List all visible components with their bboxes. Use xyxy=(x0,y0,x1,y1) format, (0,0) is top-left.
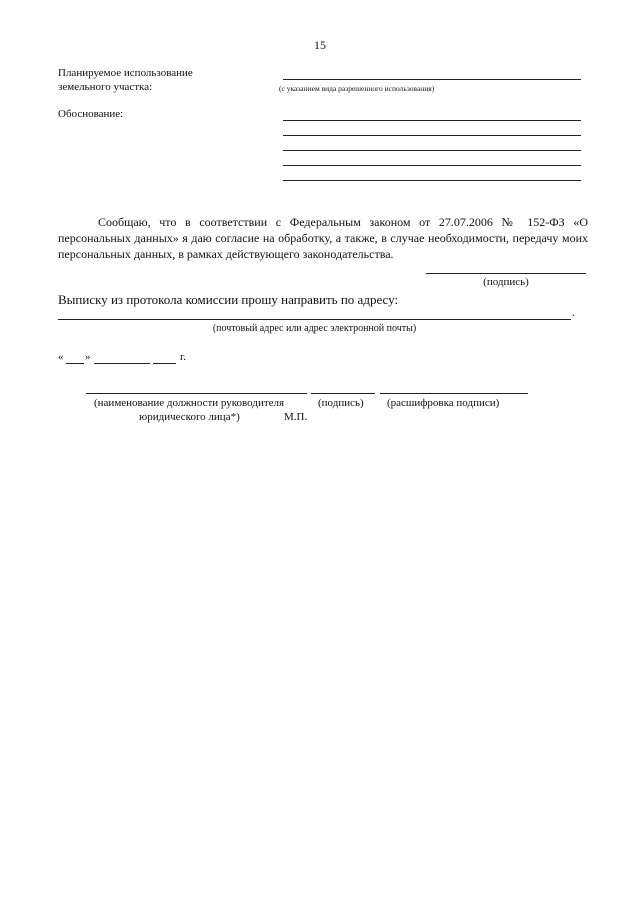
justification-line-4 xyxy=(283,165,581,166)
justification-label: Обоснование: xyxy=(58,108,124,120)
justification-line-5 xyxy=(283,180,581,181)
address-caption: (почтовый адрес или адрес электронной почты) xyxy=(212,323,417,334)
justification-line-1 xyxy=(283,120,581,121)
planned-use-field-line xyxy=(283,79,581,80)
applicant-signature-line xyxy=(426,273,586,274)
bottom-signature-line xyxy=(311,393,375,394)
planned-use-label-line1: Планируемое использование xyxy=(58,67,193,79)
justification-line-3 xyxy=(283,150,581,151)
date-year-suffix: г. xyxy=(180,351,187,363)
position-caption-line2: юридического лица*) xyxy=(139,411,240,423)
justification-line-2 xyxy=(283,135,581,136)
address-field-line xyxy=(58,319,571,320)
address-end-dot: . xyxy=(572,305,575,319)
stamp-label: М.П. xyxy=(284,411,308,423)
position-caption-line1: (наименование должности руководителя xyxy=(94,397,285,409)
date-open-quote: « xyxy=(58,351,64,363)
applicant-signature-caption: (подпись) xyxy=(483,276,529,288)
planned-use-caption: (с указанием вида разрешенного использования) xyxy=(279,84,435,93)
date-day-line xyxy=(66,363,84,364)
page-number: 15 xyxy=(314,38,326,52)
planned-use-label-line2: земельного участка: xyxy=(58,81,153,93)
date-year-line xyxy=(153,363,176,364)
position-line xyxy=(86,393,307,394)
bottom-signature-caption: (подпись) xyxy=(318,397,364,409)
transcript-line xyxy=(380,393,528,394)
date-close-quote: » xyxy=(85,351,91,363)
consent-text: Сообщаю, что в соответствии с Федеральным законом от 27.07.2006 № 152-ФЗ «О персональных данных» я даю согласие на обработку, а также, в случае необходимости, передачу моих персональных данных, в рамках действующего законодательства. xyxy=(58,215,588,261)
consent-paragraph xyxy=(58,214,588,262)
date-month-line xyxy=(94,363,150,364)
address-request: Выписку из протокола комиссии прошу направить по адресу: xyxy=(58,292,399,307)
transcript-caption: (расшифровка подписи) xyxy=(387,397,500,409)
